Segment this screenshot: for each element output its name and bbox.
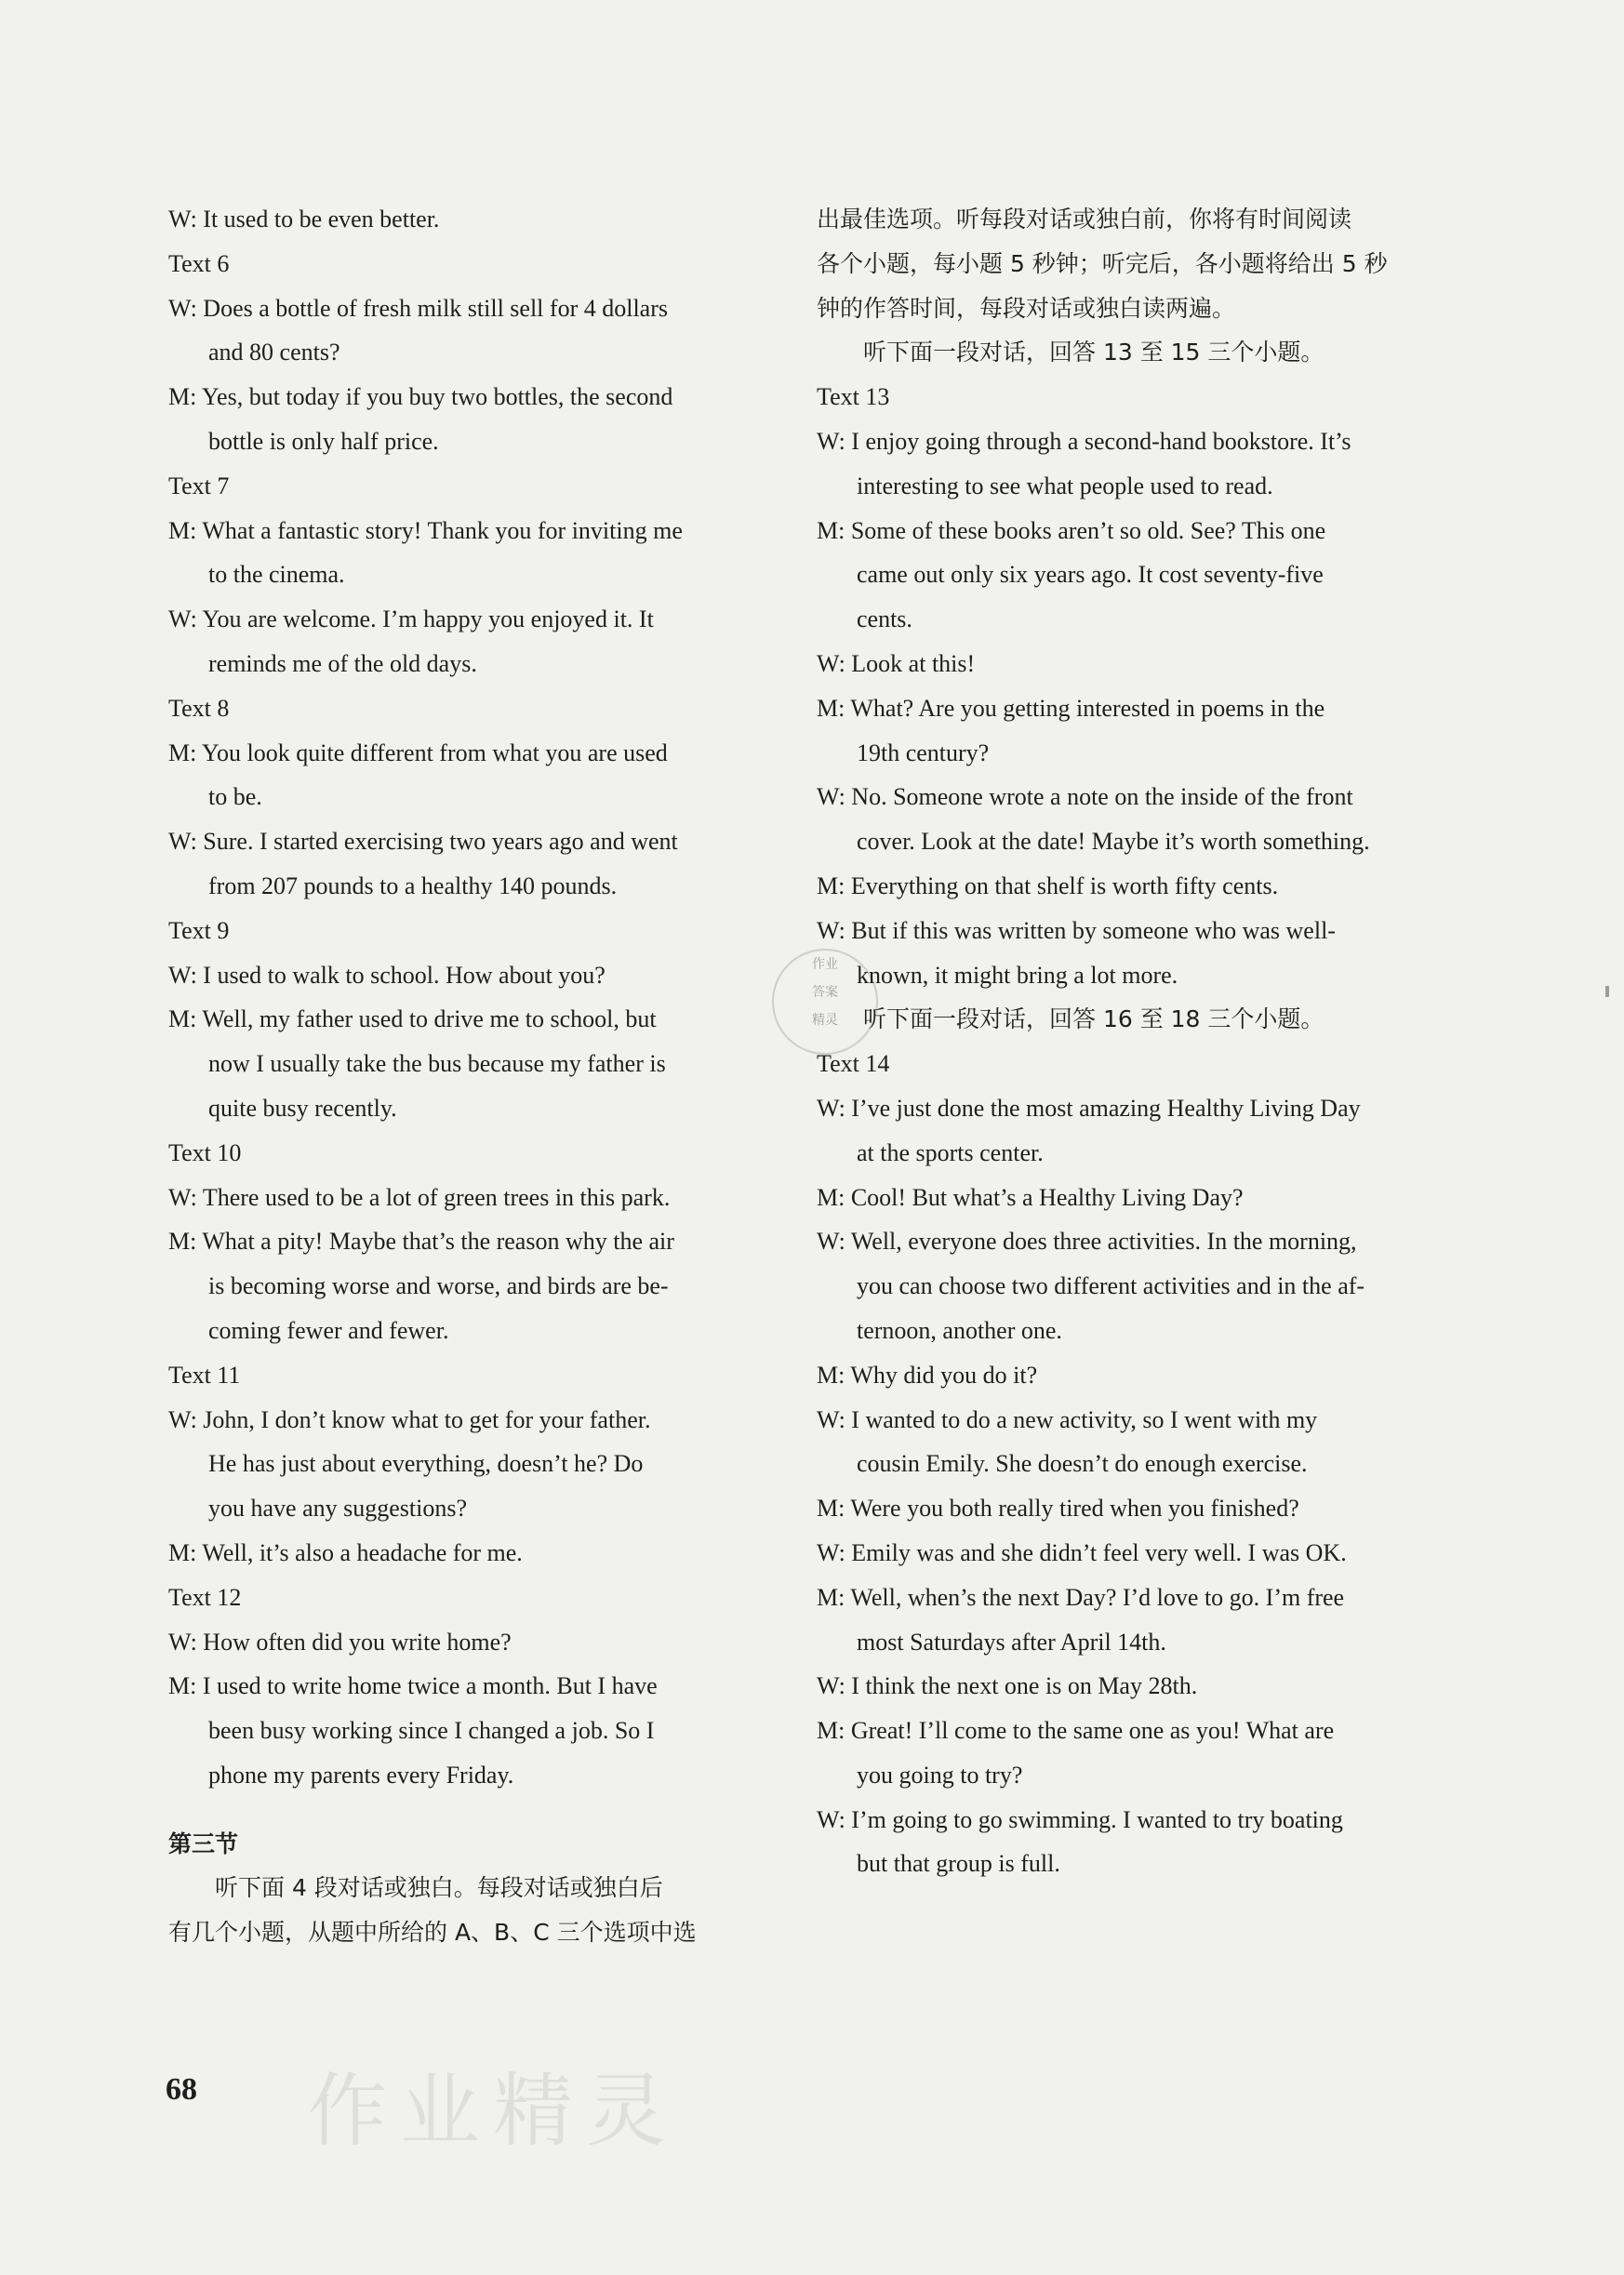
- text-label: Text 12: [168, 1583, 242, 1611]
- dialogue-line: W: Well, everyone does three activities. In the morning,: [817, 1228, 1357, 1256]
- dialogue-line: W: Look at this!: [817, 649, 976, 677]
- question-prompt: 听下面一段对话，回答 16 至 18 三个小题。: [863, 1005, 1324, 1033]
- dialogue-line-continuation: cousin Emily. She doesn’t do enough exercise.: [857, 1450, 1308, 1478]
- text-label: Text 7: [168, 472, 230, 499]
- dialogue-line-continuation: 19th century?: [857, 738, 990, 766]
- section-title: 第三节: [168, 1829, 239, 1857]
- section-instructions: 听下面 4 段对话或独白。每段对话或独白后: [215, 1874, 663, 1902]
- dialogue-line-continuation: most Saturdays after April 14th.: [857, 1628, 1166, 1656]
- dialogue-line-continuation: is becoming worse and worse, and birds are be-: [208, 1272, 669, 1300]
- dialogue-line: M: Well, my father used to drive me to school, but: [168, 1005, 657, 1033]
- watermark-stamp: 作业 答案 精灵: [772, 949, 878, 1055]
- dialogue-line: W: I used to walk to school. How about you?: [168, 961, 606, 989]
- dialogue-line: W: I wanted to do a new activity, so I went with my: [817, 1405, 1318, 1433]
- text-label: Text 6: [168, 249, 230, 277]
- dialogue-line-continuation: and 80 cents?: [208, 339, 340, 366]
- dialogue-line-continuation: you can choose two different activities and in the af-: [857, 1272, 1365, 1300]
- dialogue-line: W: There used to be a lot of green trees in this park.: [168, 1183, 671, 1211]
- page-number: 68: [166, 2072, 197, 2107]
- dialogue-line-continuation: you going to try?: [857, 1761, 1023, 1789]
- question-prompt: 听下面一段对话，回答 13 至 15 三个小题。: [863, 339, 1324, 366]
- dialogue-line: M: Well, when’s the next Day? I’d love to go. I’m free: [817, 1583, 1345, 1611]
- dialogue-line-continuation: phone my parents every Friday.: [208, 1761, 514, 1789]
- dialogue-line-continuation: cover. Look at the date! Maybe it’s worth something.: [857, 828, 1370, 856]
- dialogue-line: M: Why did you do it?: [817, 1361, 1038, 1389]
- dialogue-line: M: Some of these books aren’t so old. See? This one: [817, 516, 1326, 544]
- dialogue-line-continuation: at the sports center.: [857, 1138, 1044, 1166]
- dialogue-line: W: No. Someone wrote a note on the inside of the front: [817, 783, 1353, 811]
- text-label: Text 8: [168, 694, 230, 722]
- dialogue-line-continuation: coming fewer and fewer.: [208, 1316, 449, 1344]
- dialogue-line: W: I enjoy going through a second-hand bookstore. It’s: [817, 427, 1351, 455]
- text-label: Text 9: [168, 916, 230, 944]
- text-label: Text 11: [168, 1361, 241, 1389]
- dialogue-line: W: I’m going to go swimming. I wanted to try boating: [817, 1805, 1343, 1833]
- dialogue-line: M: I used to write home twice a month. But I have: [168, 1672, 658, 1700]
- dialogue-line-continuation: now I usually take the bus because my father is: [208, 1050, 666, 1078]
- dialogue-line-continuation: known, it might bring a lot more.: [857, 961, 1178, 989]
- dialogue-line: M: What? Are you getting interested in poems in the: [817, 694, 1325, 722]
- dialogue-line: M: Great! I’ll come to the same one as you! What are: [817, 1717, 1335, 1745]
- dialogue-line: W: Emily was and she didn’t feel very well. I was OK.: [817, 1538, 1347, 1566]
- dialogue-line: M: You look quite different from what you are used: [168, 738, 668, 766]
- section-instructions: 各个小题，每小题 5 秒钟；听完后，各小题将给出 5 秒: [817, 249, 1388, 277]
- dialogue-line-continuation: to the cinema.: [208, 561, 345, 589]
- edge-mark: [1605, 986, 1609, 997]
- dialogue-line: M: What a pity! Maybe that’s the reason why the air: [168, 1228, 674, 1256]
- section-instructions: 钟的作答时间，每段对话或独白读两遍。: [817, 294, 1236, 322]
- dialogue-line: M: Cool! But what’s a Healthy Living Day?: [817, 1183, 1244, 1211]
- dialogue-line: M: Everything on that shelf is worth fifty cents.: [817, 871, 1279, 899]
- dialogue-line-continuation: interesting to see what people used to read.: [857, 472, 1273, 499]
- dialogue-line: W: You are welcome. I’m happy you enjoyed it. It: [168, 605, 654, 633]
- section-instructions: 出最佳选项。听每段对话或独白前，你将有时间阅读: [817, 206, 1352, 233]
- text-label: Text 10: [168, 1138, 242, 1166]
- dialogue-line: M: Were you both really tired when you finished?: [817, 1495, 1299, 1523]
- dialogue-line: W: How often did you write home?: [168, 1628, 512, 1656]
- dialogue-line-continuation: been busy working since I changed a job. So I: [208, 1717, 655, 1745]
- dialogue-line: W: I think the next one is on May 28th.: [817, 1672, 1198, 1700]
- dialogue-line: M: What a fantastic story! Thank you for inviting me: [168, 516, 683, 544]
- dialogue-line-continuation: ternoon, another one.: [857, 1316, 1062, 1344]
- dialogue-line-continuation: quite busy recently.: [208, 1094, 397, 1122]
- dialogue-line-continuation: He has just about everything, doesn’t he? Do: [208, 1450, 644, 1478]
- dialogue-line-continuation: reminds me of the old days.: [208, 649, 477, 677]
- dialogue-line-continuation: from 207 pounds to a healthy 140 pounds.: [208, 871, 618, 899]
- text-label: Text 14: [817, 1050, 890, 1078]
- dialogue-line-continuation: but that group is full.: [857, 1850, 1060, 1878]
- watermark-text: 作业精灵: [307, 2065, 679, 2158]
- dialogue-line: W: John, I don’t know what to get for your father.: [168, 1405, 651, 1433]
- dialogue-line: W: I’ve just done the most amazing Healthy Living Day: [817, 1094, 1361, 1122]
- dialogue-line-continuation: you have any suggestions?: [208, 1495, 468, 1523]
- text-label: Text 13: [817, 383, 890, 411]
- right-column: [817, 197, 1412, 1886]
- dialogue-line: W: Sure. I started exercising two years ago and went: [168, 828, 678, 856]
- dialogue-line: M: Well, it’s also a headache for me.: [168, 1538, 523, 1566]
- dialogue-line: M: Yes, but today if you buy two bottles, the second: [168, 383, 673, 411]
- dialogue-line: W: Does a bottle of fresh milk still sell for 4 dollars: [168, 294, 668, 322]
- dialogue-line-continuation: bottle is only half price.: [208, 427, 439, 455]
- spacer: [168, 1798, 764, 1822]
- dialogue-line: W: It used to be even better.: [168, 206, 440, 233]
- dialogue-line-continuation: to be.: [208, 783, 262, 811]
- dialogue-line-continuation: came out only six years ago. It cost seventy-five: [857, 561, 1324, 589]
- section-instructions: 有几个小题，从题中所给的 A、B、C 三个选项中选: [168, 1919, 697, 1947]
- dialogue-line: W: But if this was written by someone who was well-: [817, 916, 1336, 944]
- dialogue-line-continuation: cents.: [857, 605, 912, 633]
- left-column: [168, 197, 764, 1955]
